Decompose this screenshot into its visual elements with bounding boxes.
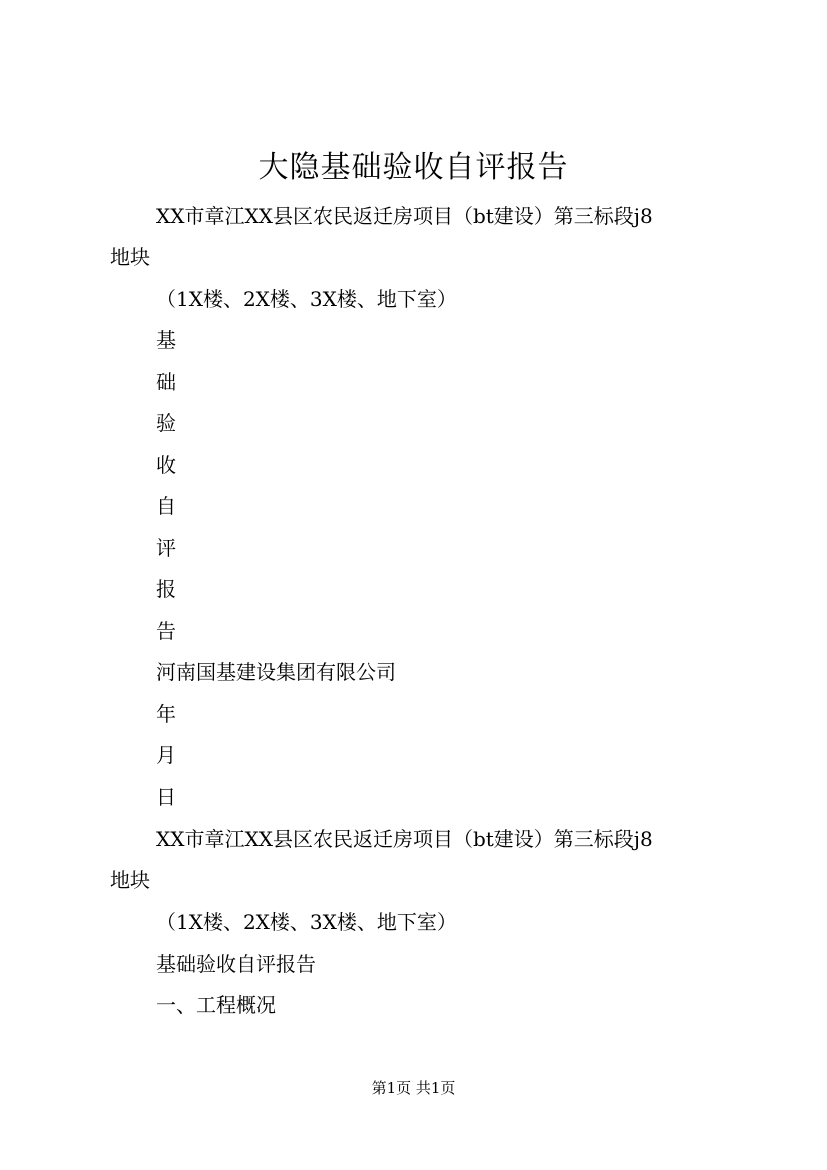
- paragraph-buildings: （1X楼、2X楼、3X楼、地下室）: [156, 287, 457, 311]
- vertical-char: 报: [156, 577, 176, 601]
- vertical-char: 告: [156, 619, 176, 643]
- page-footer: 第1页 共1页: [371, 1079, 456, 1097]
- paragraph-project-line: XX市章江XX县区农民返迁房项目（bt建设）第三标段j8: [156, 204, 653, 228]
- section-heading: 一、工程概况: [156, 993, 276, 1017]
- paragraph-project-line-cont: 地块: [110, 245, 150, 269]
- vertical-char: 评: [156, 536, 176, 560]
- vertical-char: 基: [156, 328, 176, 352]
- date-year: 年: [156, 702, 176, 726]
- date-month: 月: [156, 743, 176, 767]
- company-name: 河南国基建设集团有限公司: [156, 660, 396, 684]
- vertical-char: 础: [156, 370, 176, 394]
- report-subtitle: 基础验收自评报告: [156, 952, 316, 976]
- date-day: 日: [156, 785, 176, 809]
- document-title: 大隐基础验收自评报告: [258, 150, 569, 185]
- vertical-char: 验: [156, 411, 176, 435]
- paragraph-project-line: XX市章江XX县区农民返迁房项目（bt建设）第三标段j8: [156, 827, 653, 851]
- vertical-char: 收: [156, 453, 176, 477]
- paragraph-project-line-cont: 地块: [110, 868, 150, 892]
- vertical-char: 自: [156, 494, 176, 518]
- paragraph-buildings: （1X楼、2X楼、3X楼、地下室）: [156, 910, 457, 934]
